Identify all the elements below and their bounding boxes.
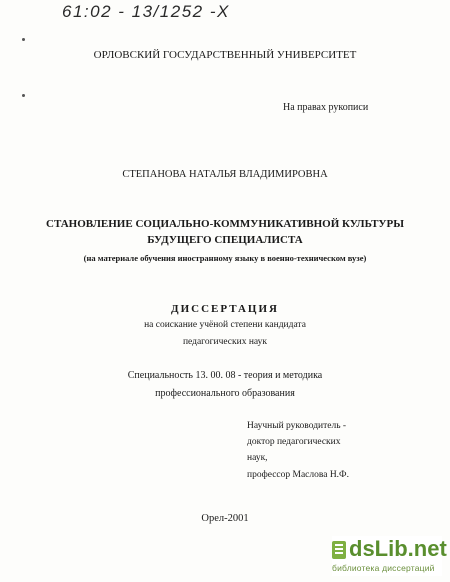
- city-year: Орел-2001: [201, 513, 249, 524]
- specialty-line-1: Специальность 13. 00. 08 - теория и методика: [127, 370, 323, 381]
- degree-line-1: на соискание учёной степени кандидата: [144, 320, 306, 330]
- watermark-logo-text: dsLib.net: [349, 536, 447, 561]
- rights-notice: На правах рукописи: [283, 102, 369, 113]
- handwritten-archive-number: 61:02 - 13/1252 -X: [62, 2, 230, 21]
- scan-speck: [22, 38, 25, 41]
- document-type: ДИССЕРТАЦИЯ: [171, 303, 279, 315]
- supervisor-degree: доктор педагогических: [247, 437, 341, 447]
- author-name: СТЕПАНОВА НАТАЛЬЯ ВЛАДИМИРОВНА: [122, 169, 328, 180]
- supervisor-name: профессор Маслова Н.Ф.: [247, 470, 349, 480]
- university-name: ОРЛОВСКИЙ ГОСУДАРСТВЕННЫЙ УНИВЕРСИТЕТ: [93, 49, 357, 61]
- dissertation-subtitle: (на материале обучения иностранному языку в военно-техническом вузе): [83, 253, 367, 263]
- site-watermark: [332, 536, 447, 576]
- supervisor-degree-cont: наук,: [247, 453, 268, 463]
- dissertation-title-line-2: БУДУЩЕГО СПЕЦИАЛИСТА: [147, 234, 303, 246]
- specialty-line-2: профессионального образования: [155, 388, 295, 399]
- scan-speck: [22, 94, 25, 97]
- degree-line-2: педагогических наук: [182, 337, 268, 347]
- dissertation-title-line-1: СТАНОВЛЕНИЕ СОЦИАЛЬНО-КОММУНИКАТИВНОЙ КУЛЬТУРЫ: [46, 218, 404, 230]
- watermark-tagline: библиотека диссертаций: [332, 563, 435, 573]
- supervisor-label: Научный руководитель -: [247, 421, 347, 431]
- book-icon: [332, 541, 346, 559]
